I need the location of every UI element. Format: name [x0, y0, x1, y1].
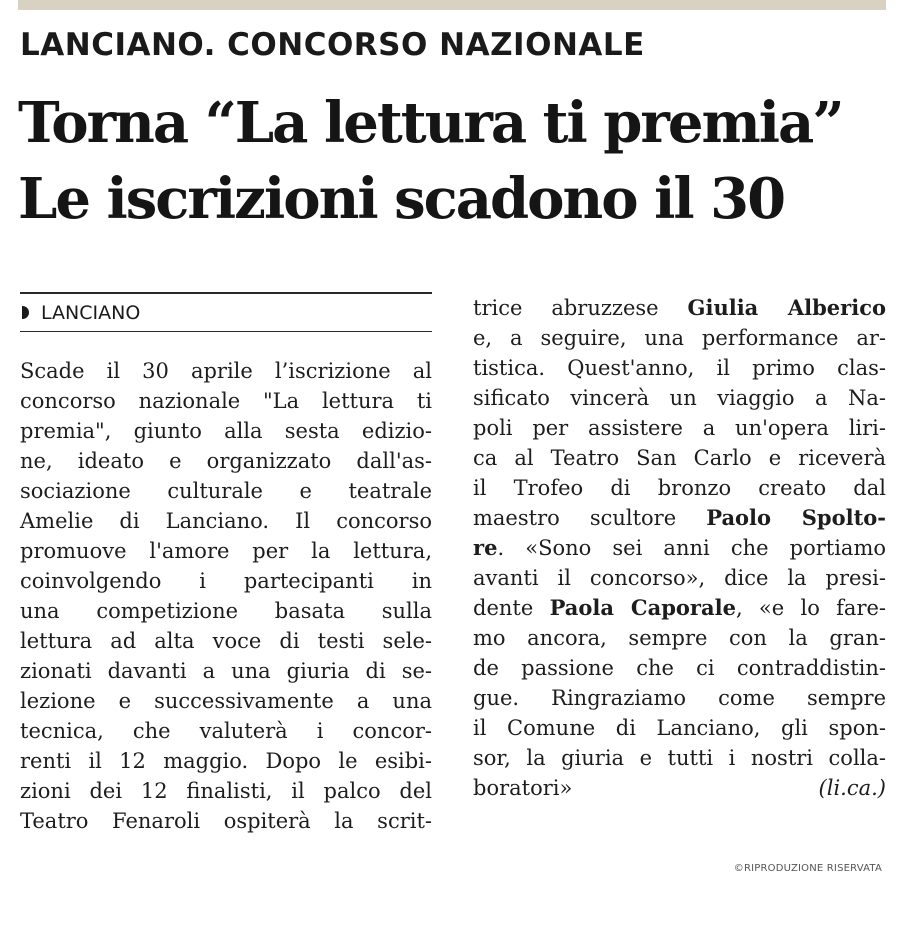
- body-line: sificato vincerà un viaggio a Na-: [473, 386, 886, 410]
- body-column-2: [473, 293, 886, 803]
- body-line: coinvolgendo i partecipanti in: [20, 569, 432, 593]
- body-line-last: boratori» (li.ca.): [473, 773, 886, 803]
- dateline-place: LANCIANO: [41, 301, 141, 324]
- top-rule: [18, 0, 886, 10]
- headline-line-2: Le iscrizioni scadono il 30: [18, 166, 785, 232]
- copyright-notice: ©RIPRODUZIONE RISERVATA: [733, 863, 882, 874]
- author-signature: (li.ca.): [818, 776, 886, 800]
- headline-line-1: Torna “La lettura ti premia”: [18, 90, 843, 156]
- body-line: ca al Teatro San Carlo e riceverà: [473, 446, 886, 470]
- body-line: Teatro Fenaroli ospiterà la scrit-: [20, 809, 432, 833]
- article-kicker: LANCIANO. CONCORSO NAZIONALE: [20, 27, 645, 63]
- body-line: tistica. Quest'anno, il primo clas-: [473, 356, 886, 380]
- body-line: zioni dei 12 finalisti, il palco del: [20, 779, 432, 803]
- body-line: concorso nazionale "La lettura ti: [20, 389, 432, 413]
- body-line: Amelie di Lanciano. Il concorso: [20, 509, 432, 533]
- body-line: una competizione basata sulla: [20, 599, 432, 623]
- dateline: [20, 292, 432, 332]
- body-line: gue. Ringraziamo come sempre: [473, 686, 886, 710]
- body-line: de passione che ci contraddistin-: [473, 656, 886, 680]
- sculptor-name: Paolo Spolto-: [706, 505, 886, 530]
- body-line: sor, la giuria e tutti i nostri colla-: [473, 746, 886, 770]
- dateline-marker-icon: [22, 306, 29, 319]
- author-name: Giulia Alberico: [687, 295, 886, 320]
- article-headline: [18, 85, 898, 237]
- body-line: avanti il concorso», dice la presi-: [473, 566, 886, 590]
- body-line: il Comune di Lanciano, gli spon-: [473, 716, 886, 740]
- body-line: lettura ad alta voce di testi sele-: [20, 629, 432, 653]
- body-line: e, a seguire, una performance ar-: [473, 326, 886, 350]
- body-line: lezione e successivamente a una: [20, 689, 432, 713]
- body-line: mo ancora, sempre con la gran-: [473, 626, 886, 650]
- body-line: promuove l'amore per la lettura,: [20, 539, 432, 563]
- body-column-1: [20, 356, 432, 836]
- sculptor-name-end: re: [473, 535, 498, 560]
- body-line: trice abruzzese Giulia Alberico: [473, 295, 886, 320]
- body-line: il Trofeo di bronzo creato dal: [473, 476, 886, 500]
- body-line: zionati davanti a una giuria di se-: [20, 659, 432, 683]
- body-line: sociazione culturale e teatrale: [20, 479, 432, 503]
- body-line: maestro scultore Paolo Spolto-: [473, 505, 886, 530]
- body-line: tecnica, che valuterà i concor-: [20, 719, 432, 743]
- body-line: poli per assistere a un'opera liri-: [473, 416, 886, 440]
- body-line: re. «Sono sei anni che portiamo: [473, 535, 886, 560]
- body-line: renti il 12 maggio. Dopo le esibi-: [20, 749, 432, 773]
- body-line: Scade il 30 aprile l’iscrizione al: [20, 359, 432, 383]
- body-line: ne, ideato e organizzato dall'as-: [20, 449, 432, 473]
- body-line: premia", giunto alla sesta edizio-: [20, 419, 432, 443]
- body-line: dente Paola Caporale, «e lo fare-: [473, 595, 887, 620]
- president-name: Paola Caporale: [549, 595, 736, 620]
